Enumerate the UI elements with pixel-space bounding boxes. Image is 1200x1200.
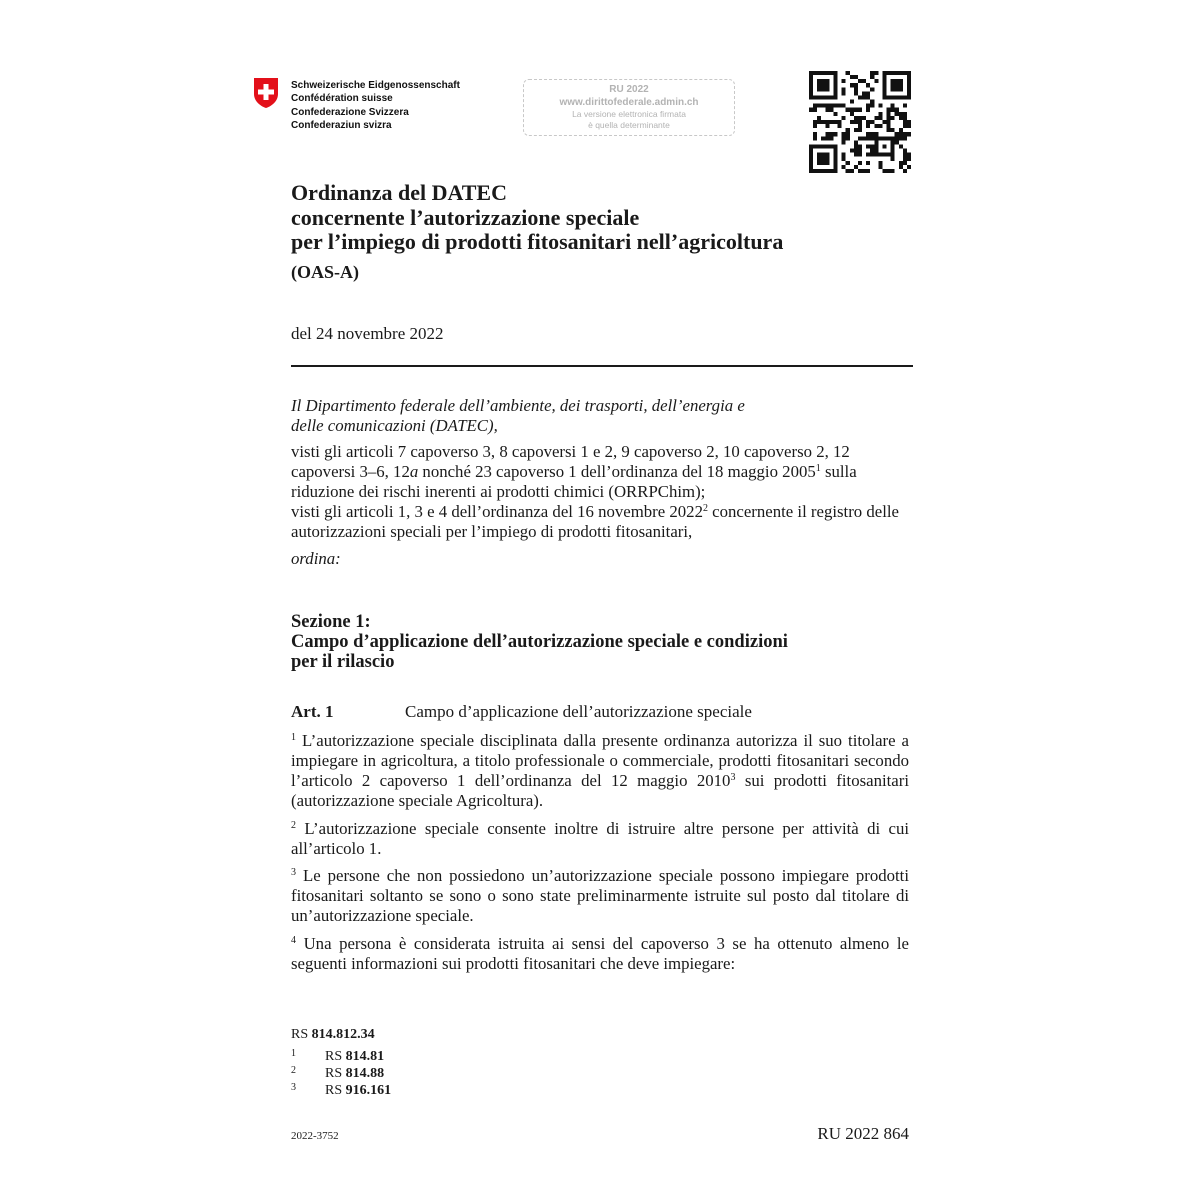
paragraph-text: Le persone che non possiedono un’autorizzazione speciale possono impiegare prodotti fitosanitari soltanto se sono o sono state preliminarmente istruite sul posto dal titolare di un’autorizzazione speciale. (291, 866, 909, 925)
footnote-number: 3 (291, 1082, 296, 1093)
ordinance-date: del 24 novembre 2022 (291, 324, 444, 343)
paragraph-text: L’autorizzazione speciale consente inoltre di istruire altre persone per attività di cui all’articolo 1. (291, 819, 909, 858)
ordinance-abbreviation: (OAS-A) (291, 262, 359, 282)
footnote-number: 2 (291, 1065, 296, 1076)
electronic-version-stamp (523, 79, 735, 136)
footnote-prefix: RS (325, 1066, 346, 1081)
stamp-line-2: www.dirittofederale.admin.ch (559, 97, 699, 108)
issuer-line-2: delle comunicazioni (DATEC), (291, 416, 498, 435)
title-line-3: per l’impiego di prodotti fitosanitari nell’agricoltura (291, 229, 784, 254)
title-line-1: Ordinanza del DATEC (291, 180, 507, 205)
paragraph-number: 4 (291, 935, 296, 946)
paragraph-number: 3 (291, 867, 296, 878)
footnote-rs-link[interactable]: 814.88 (345, 1066, 385, 1081)
qr-code-icon (809, 71, 911, 173)
article-paragraph-2 (291, 819, 909, 859)
confed-name-rm: Confederaziun svizra (291, 120, 392, 132)
footnote-number: 1 (291, 1048, 296, 1059)
paragraph-text: Una persona è considerata istruita ai sensi del capoverso 3 se ha ottenuto almeno le seguenti informazioni sui prodotti fitosanitari che deve impiegare: (291, 934, 909, 973)
stamp-line-1: RU 2022 (609, 84, 649, 95)
rs-classification (291, 1027, 375, 1043)
rs-prefix: RS (291, 1027, 312, 1042)
confed-name-fr: Confédération suisse (291, 93, 393, 105)
preamble-citation-1 (291, 442, 911, 502)
confed-name-de: Schweizerische Eidgenossenschaft (291, 80, 460, 91)
cite1-text-b: nonché 23 capoverso 1 dell’ordinanza del 18 maggio 2005 (418, 462, 816, 481)
title-divider (291, 365, 913, 367)
section-heading (291, 612, 788, 672)
footnote-ref-2[interactable]: 2 (702, 503, 708, 514)
title-line-2: concernente l’autorizzazione speciale (291, 204, 640, 230)
section-line-1: Sezione 1: (291, 612, 371, 632)
paragraph-number: 1 (291, 732, 296, 743)
footnote-rs-link[interactable]: 916.161 (345, 1083, 392, 1098)
cite1-text-c: sulla riduzione dei rischi inerenti ai prodotti chimici (ORRPChim); (291, 462, 857, 501)
footnote-ref-3[interactable]: 3 (730, 772, 736, 783)
article-number: Art. 1 (291, 702, 334, 721)
section-line-3: per il rilascio (291, 652, 395, 672)
footnote-3 (291, 1080, 391, 1099)
preamble-ordina: ordina: (291, 549, 341, 568)
official-compilation-number: RU 2022 864 (817, 1124, 909, 1143)
article-paragraph-1 (291, 731, 909, 811)
article-paragraph-3 (291, 866, 909, 926)
cite1-text-a: visti gli articoli 7 capoverso 3, 8 capoversi 1 e 2, 9 capoverso 2, 10 capoverso 2, 12 capoversi 3–6, 12 (291, 442, 850, 481)
rs-number: 814.812.34 (311, 1027, 375, 1042)
footnote-ref-1[interactable]: 1 (815, 463, 821, 474)
issuer-line-1: Il Dipartimento federale dell’ambiente, dei trasporti, dell’energia e (291, 396, 745, 415)
confederation-names (291, 79, 460, 133)
preamble-citation-2 (291, 502, 911, 542)
article-title: Campo d’applicazione dell’autorizzazione speciale (405, 702, 752, 721)
swiss-cross-icon (252, 77, 280, 109)
ordinance-title (291, 181, 783, 255)
paragraph-text-a: L’autorizzazione speciale disciplinata dalla presente ordinanza autorizza il suo titolare a impiegare in agricoltura, a titolo professionale o commerciale, prodotti fitosanitari secondo l’articolo 2 capoverso 1 dell’ordinanza del 12 maggio 2010 (291, 731, 909, 790)
cite2-text-a: visti gli articoli 1, 3 e 4 dell’ordinanza del 16 novembre 2022 (291, 502, 703, 521)
paragraph-text-b: sui prodotti fitosanitari (autorizzazione speciale Agricoltura). (291, 771, 909, 810)
article-paragraph-4 (291, 934, 909, 974)
paragraph-number: 2 (291, 820, 296, 831)
footnote-prefix: RS (325, 1049, 346, 1064)
stamp-line-4: è quella determinante (588, 120, 670, 130)
footnote-rs-link[interactable]: 814.81 (345, 1049, 385, 1064)
cite2-text-b: concernente il registro delle autorizzazioni speciali per l’impiego di prodotti fitosanitari, (291, 502, 900, 541)
footnote-prefix: RS (325, 1083, 346, 1098)
stamp-line-3: La versione elettronica firmata (572, 109, 686, 119)
preamble-issuer (291, 396, 745, 436)
document-code: 2022-3752 (291, 1130, 339, 1142)
section-line-2: Campo d’applicazione dell’autorizzazione speciale e condizioni (291, 632, 788, 652)
confed-name-it: Confederazione Svizzera (291, 106, 409, 118)
cite1-italic: a (409, 462, 419, 481)
